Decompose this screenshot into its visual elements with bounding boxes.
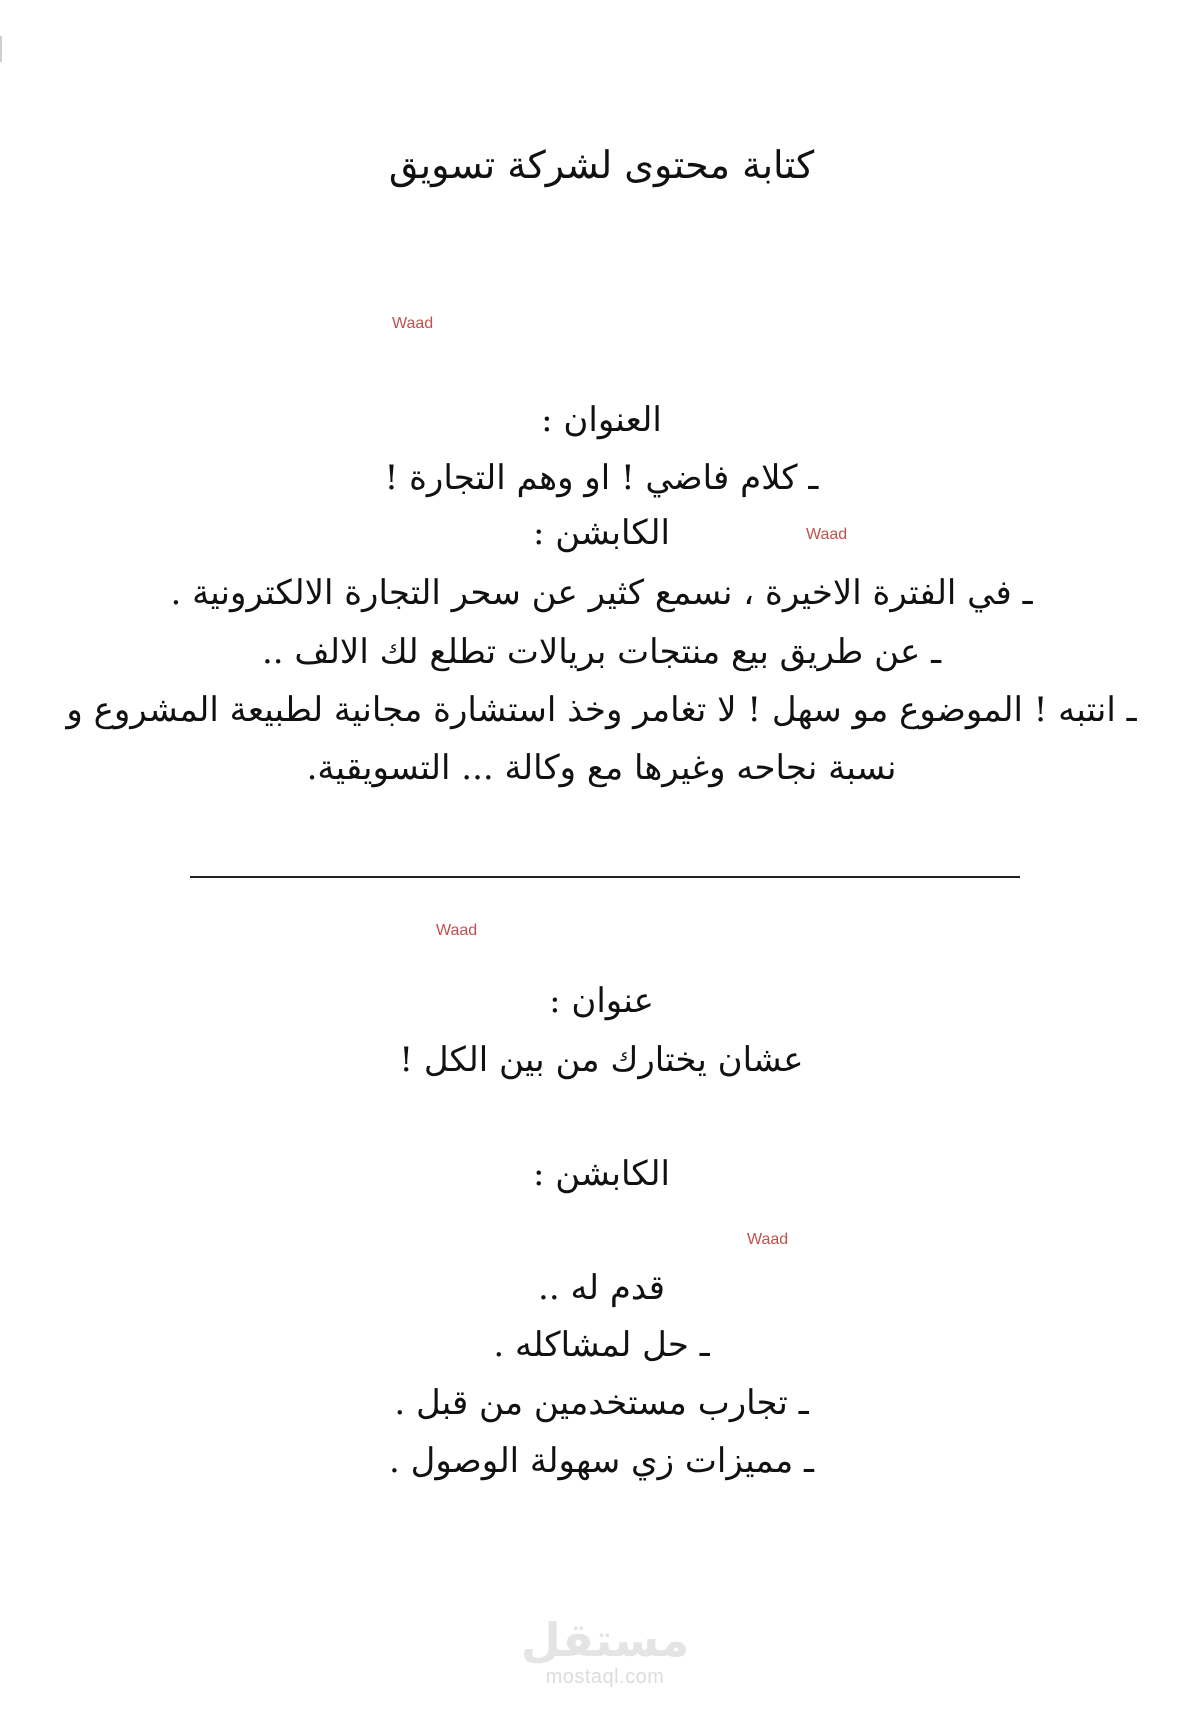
section2-headline: عشان يختارك من بين الكل !	[399, 1040, 804, 1080]
watermark-label: Waad	[436, 922, 478, 939]
section2-caption-label: الكابشن :	[533, 1154, 670, 1194]
section1-caption-label: الكابشن :	[533, 513, 670, 553]
mostaql-logo-url: mostaql.com	[545, 1666, 665, 1688]
section1-caption-line: ـ انتبه ! الموضوع مو سهل ! لا تغامر وخذ استشارة مجانية لطبيعة المشروع و	[66, 690, 1137, 730]
section2-caption-line: قدم له ..	[538, 1268, 665, 1308]
section1-caption-line: نسبة نجاحه وغيرها مع وكالة ... التسويقية.	[306, 748, 897, 788]
section1-heading: العنوان :	[541, 400, 662, 440]
mostaql-logo-arabic: مستقل	[520, 1613, 690, 1667]
section1-caption-line: ـ عن طريق بيع منتجات بريالات تطلع لك الالف ..	[261, 632, 942, 672]
section2-caption-line: ـ مميزات زي سهولة الوصول .	[389, 1441, 814, 1481]
document-title: كتابة محتوى لشركة تسويق	[388, 143, 815, 187]
section2-caption-line: ـ تجارب مستخدمين من قبل .	[394, 1383, 809, 1423]
section2-caption-line: ـ حل لمشاكله .	[493, 1325, 710, 1365]
watermark-label: Waad	[747, 1231, 789, 1248]
mostaql-logo	[520, 1615, 690, 1689]
section1-caption-line: ـ في الفترة الاخيرة ، نسمع كثير عن سحر التجارة الالكترونية .	[170, 573, 1033, 613]
watermark-label: Waad	[806, 526, 848, 543]
page-edge-mark	[0, 36, 5, 62]
section2-heading: عنوان :	[549, 981, 654, 1021]
watermark-label: Waad	[392, 315, 434, 332]
section1-headline: ـ كلام فاضي ! او وهم التجارة !	[384, 458, 819, 498]
section-divider	[190, 876, 1020, 878]
